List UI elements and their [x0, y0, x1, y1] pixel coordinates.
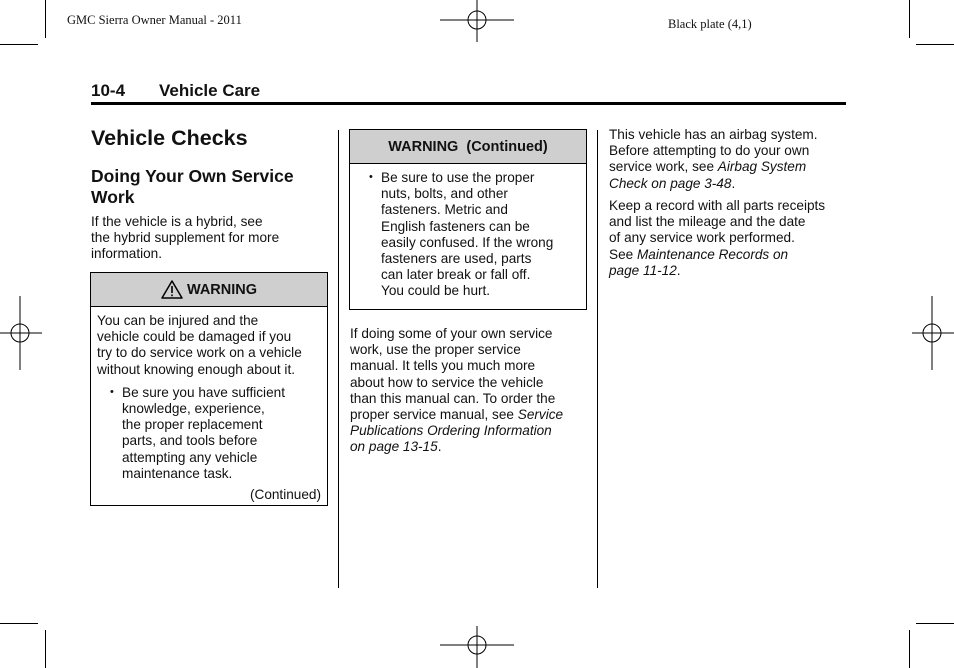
page-reference-link[interactable]: on page 13-15 [350, 439, 438, 455]
para-text: proper service manual, see [350, 407, 518, 423]
registration-mark-right [912, 296, 954, 370]
hybrid-intro [91, 214, 331, 263]
continued-label: (Continued) [249, 487, 321, 503]
section-title: Vehicle Care [159, 81, 261, 100]
bullet-line: maintenance task. [122, 465, 233, 481]
crop-mark-bottom-left-v [45, 630, 46, 668]
warning-line: without knowing enough about it. [97, 361, 296, 377]
para-line [609, 176, 849, 192]
crop-mark-bottom-right-v [909, 630, 910, 668]
para-end: . [731, 175, 736, 191]
crop-mark-top-right-v [909, 0, 910, 38]
bullet-line: fasteners are used, parts [381, 251, 532, 267]
warning-bullet [356, 170, 580, 300]
warning-continued-body [350, 164, 586, 300]
service-publications-link[interactable]: Publications Ordering Information [350, 423, 552, 439]
para-line: than this manual can. To order the [350, 390, 556, 406]
registration-mark-top [440, 0, 514, 42]
para-end: . [676, 262, 681, 278]
crop-mark-bottom-left-h [0, 623, 38, 624]
para-line: about how to service the vehicle [350, 374, 544, 390]
para-line: of any service work performed. [609, 230, 795, 246]
intro-line: information. [91, 246, 163, 262]
service-publications-link[interactable]: Service [517, 407, 564, 423]
warning-header [91, 273, 327, 307]
para-line: If doing some of your own service [350, 326, 553, 341]
para-line [609, 263, 849, 279]
warning-continued-title: WARNING (Continued) [388, 138, 548, 155]
warning-title: WARNING [186, 281, 258, 298]
para-line: This vehicle has an airbag system. [609, 127, 818, 142]
bullet-line: parts, and tools before [122, 433, 258, 449]
bullet-line: knowledge, experience, [122, 401, 265, 417]
column-divider-1 [338, 130, 339, 588]
bullet-line: can later break or fall off. [381, 267, 531, 283]
para-line: work, use the proper service [350, 342, 521, 358]
para-line: and list the mileage and the date [609, 214, 806, 230]
warning-continued-box [349, 129, 587, 310]
crop-mark-top-left-h [0, 44, 38, 45]
bullet-line: Be sure you have sufficient [122, 384, 285, 400]
records-paragraph [609, 198, 849, 279]
para-line [350, 407, 590, 423]
crop-mark-top-left-v [45, 0, 46, 38]
para-text: service work, see [609, 159, 718, 175]
airbag-paragraph [609, 127, 849, 192]
running-header-plate: Black plate (4,1) [668, 17, 752, 31]
bullet-line: English fasteners can be [381, 218, 530, 234]
para-line: Before attempting to do your own [609, 143, 810, 159]
para-line [350, 423, 590, 439]
bullet-line: fasteners. Metric and [381, 202, 508, 218]
header-rule [91, 102, 846, 105]
para-line [350, 439, 590, 455]
warning-bullet [97, 385, 321, 482]
warning-line: You can be injured and the [97, 313, 259, 328]
bullet-line: nuts, bolts, and other [381, 186, 508, 202]
para-line [609, 247, 849, 263]
running-header-title: GMC Sierra Owner Manual - 2011 [67, 13, 242, 27]
bullet-line: easily confused. If the wrong [381, 234, 554, 250]
bullet-line: attempting any vehicle [122, 449, 258, 465]
para-end: . [437, 439, 442, 455]
intro-line: the hybrid supplement for more [91, 230, 280, 246]
warning-line: try to do service work on a vehicle [97, 345, 302, 361]
page-heading: Vehicle Checks [91, 126, 248, 150]
maintenance-records-link[interactable]: page 11-12 [609, 262, 677, 278]
para-text: See [609, 246, 637, 262]
bullet-line: Be sure to use the proper [381, 170, 535, 185]
bullet-line: You could be hurt. [381, 283, 491, 299]
airbag-check-link[interactable]: Check on page 3-48 [609, 175, 732, 191]
registration-mark-bottom [440, 626, 514, 668]
airbag-check-link[interactable]: Airbag System [717, 159, 807, 175]
maintenance-records-link[interactable]: Maintenance Records on [636, 246, 789, 262]
section-number: 10-4 [91, 81, 126, 100]
warning-continued-header [350, 130, 586, 164]
service-manual-paragraph [350, 326, 590, 456]
crop-mark-bottom-right-h [916, 623, 954, 624]
column-divider-2 [597, 130, 598, 588]
para-line: Keep a record with all parts receipts [609, 198, 826, 213]
para-line [609, 159, 849, 175]
intro-line: If the vehicle is a hybrid, see [91, 214, 263, 229]
bullet-dot: • [369, 171, 373, 183]
sub-heading: Doing Your Own Service Work [91, 166, 294, 207]
bullet-line: the proper replacement [122, 417, 263, 433]
registration-mark-left [0, 296, 42, 370]
warning-line: vehicle could be damaged if you [97, 329, 292, 345]
warning-triangle-icon [161, 280, 183, 299]
crop-mark-top-right-h [916, 44, 954, 45]
warning-body [91, 307, 327, 503]
bullet-dot: • [110, 385, 114, 398]
para-line: manual. It tells you much more [350, 358, 536, 374]
warning-box [90, 272, 328, 506]
